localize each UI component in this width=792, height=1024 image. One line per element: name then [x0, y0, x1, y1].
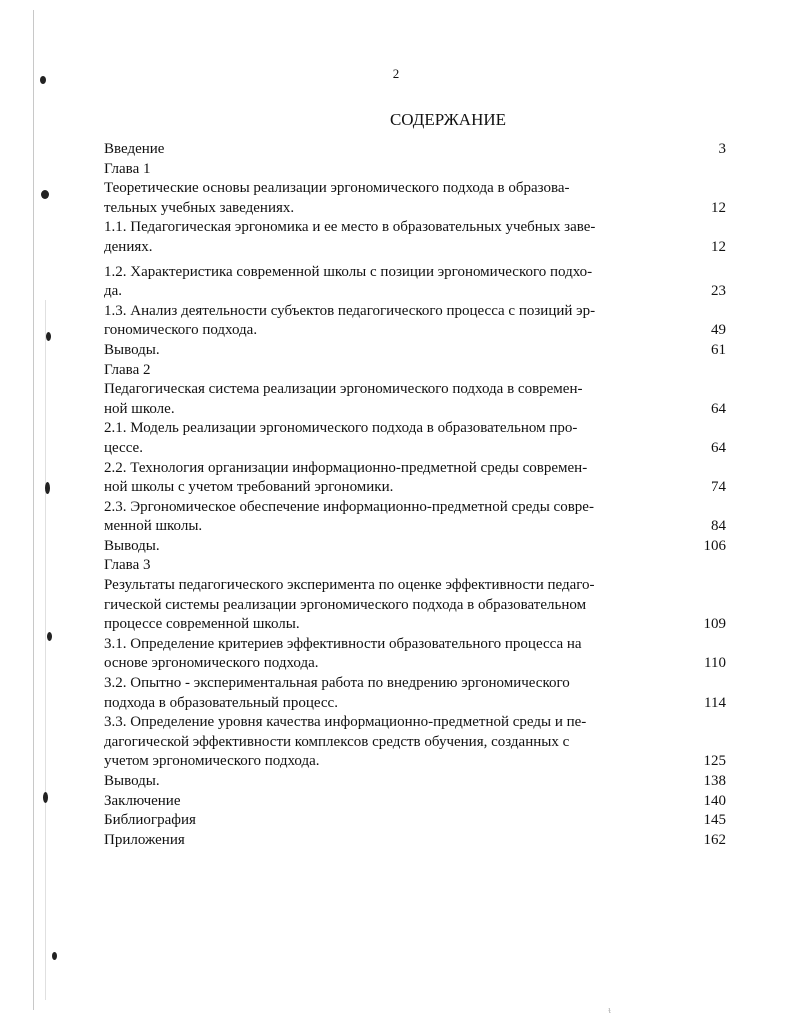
toc-entry-page: 12 [711, 199, 726, 216]
toc-entry-line: Библиография [104, 812, 196, 829]
toc-entry [104, 218, 726, 257]
toc-entry [104, 459, 726, 498]
toc-entry-title [104, 635, 726, 674]
toc-entry-line: Педагогическая система реализации эргономического подхода в современ- [104, 381, 583, 398]
toc-entry-line: да. [104, 283, 123, 300]
toc-entry [104, 341, 726, 361]
toc-entry-title [104, 160, 726, 180]
toc-entry-line: ной школы с учетом требований эргономики. [104, 479, 394, 496]
toc-entry-line: основе эргономического подхода. [104, 655, 319, 672]
toc-entry-page: 138 [703, 773, 726, 789]
toc-entry [104, 556, 726, 576]
toc-entry-title [104, 674, 726, 713]
toc-entry-line: дениях. [104, 238, 153, 255]
toc-entry-line: дагогической эффективности комплексов средств обучения, созданных с [104, 733, 570, 750]
toc-entry-page: 106 [703, 537, 726, 554]
toc-entry-page: 23 [711, 283, 726, 300]
toc-entry [104, 537, 726, 557]
toc-entry-title [104, 419, 726, 458]
toc-entry-line: Введение [104, 141, 165, 157]
toc-entry-line: 2.3. Эргономическое обеспечение информационно-предметной среды совре- [104, 498, 594, 515]
toc-entry [104, 635, 726, 674]
toc-entry-page: 64 [711, 400, 726, 417]
toc-entry-line: Приложения [104, 831, 185, 848]
toc-entry-line: учетом эргономического подхода. [104, 753, 320, 770]
toc-entry-title [104, 772, 726, 792]
toc-entry-page: 145 [703, 812, 726, 829]
toc-entry-title [104, 811, 726, 831]
page-title [0, 110, 792, 130]
toc-entry-title [104, 459, 726, 498]
toc-entry-line: 3.3. Определение уровня качества информационно-предметной среды и пе- [104, 714, 587, 731]
binding-line [33, 10, 34, 1010]
toc-entry [104, 792, 726, 812]
scan-speck [47, 632, 52, 641]
toc-entry [104, 576, 726, 635]
toc-entry-line: Глава 2 [104, 361, 151, 378]
toc-entry-line: Заключение [104, 792, 181, 809]
toc-entry-page: 3 [718, 141, 726, 157]
toc-entry [104, 831, 726, 851]
toc-entry [104, 772, 726, 792]
toc-entry-line: 1.1. Педагогическая эргономика и ее место в образовательных учебных заве- [104, 219, 596, 236]
table-of-contents [104, 140, 726, 850]
toc-entry-line: гической системы реализации эргономического подхода в образовательном [104, 596, 587, 613]
toc-entry-line: ной школе. [104, 400, 175, 417]
toc-entry [104, 179, 726, 218]
toc-entry-page: 64 [711, 439, 726, 456]
toc-entry-line: 2.1. Модель реализации эргономического подхода в образовательном про- [104, 420, 578, 437]
toc-entry [104, 302, 726, 341]
toc-entry-page: 125 [703, 753, 726, 770]
toc-entry-line: Выводы. [104, 341, 160, 358]
page-number: 2 [392, 66, 400, 81]
toc-entry-page: 61 [711, 341, 726, 358]
toc-entry-title [104, 831, 726, 851]
toc-entry-line: тельных учебных заведениях. [104, 199, 295, 216]
scan-speck [46, 332, 51, 341]
toc-entry-line: 1.3. Анализ деятельности субъектов педагогического процесса с позиций эр- [104, 302, 596, 319]
toc-entry [104, 811, 726, 831]
page-title-text: СОДЕРЖАНИЕ [389, 110, 507, 129]
toc-entry-page: 49 [711, 322, 726, 339]
toc-entry-title [104, 380, 726, 419]
toc-entry-page: 162 [703, 831, 726, 848]
scan-speck [52, 952, 57, 960]
toc-entry-line: процессе современной школы. [104, 616, 300, 633]
toc-entry-page: 114 [704, 694, 726, 711]
toc-entry-title [104, 263, 726, 302]
toc-entry-title [104, 179, 726, 218]
binding-line-faint [45, 300, 46, 1000]
toc-entry [104, 140, 726, 160]
toc-entry-line: 3.2. Опытно - экспериментальная работа по внедрению эргономического [104, 675, 570, 692]
toc-entry-line: Глава 3 [104, 557, 151, 574]
toc-entry-page: 74 [711, 479, 726, 496]
toc-entry-page: 12 [711, 238, 726, 255]
toc-entry [104, 160, 726, 180]
toc-entry-page: 84 [711, 518, 726, 535]
toc-entry-line: Выводы. [104, 773, 160, 789]
toc-entry [104, 498, 726, 537]
toc-entry-title [104, 302, 726, 341]
toc-entry-title [104, 498, 726, 537]
toc-entry-line: 2.2. Технология организации информационно-предметной среды современ- [104, 459, 588, 476]
toc-entry [104, 263, 726, 302]
toc-entry-title [104, 218, 726, 257]
toc-entry [104, 380, 726, 419]
scan-speck [43, 792, 48, 803]
toc-entry-line: цессе. [104, 439, 143, 456]
toc-entry-title [104, 792, 726, 812]
scan-mark: ᵼ [608, 1004, 611, 1016]
toc-entry [104, 713, 726, 772]
toc-entry-title [104, 140, 726, 160]
toc-entry-line: менной школы. [104, 518, 203, 535]
toc-entry-title [104, 361, 726, 381]
toc-entry-line: гономического подхода. [104, 322, 258, 339]
scan-speck [45, 482, 50, 494]
toc-entry-title [104, 556, 726, 576]
toc-entry [104, 674, 726, 713]
toc-entry [104, 361, 726, 381]
toc-entry-title [104, 537, 726, 557]
toc-entry-line: Глава 1 [104, 160, 151, 177]
toc-entry-page: 140 [703, 792, 726, 809]
toc-entry-line: подхода в образовательный процесс. [104, 694, 338, 711]
toc-entry-line: 3.1. Определение критериев эффективности образовательного процесса на [104, 635, 582, 652]
toc-entry-title [104, 713, 726, 772]
toc-entry-page: 109 [703, 616, 726, 633]
scan-speck [41, 190, 49, 199]
toc-entry-title [104, 341, 726, 361]
toc-entry [104, 419, 726, 458]
toc-entry-line: Теоретические основы реализации эргономического подхода в образова- [104, 180, 570, 197]
toc-entry-line: 1.2. Характеристика современной школы с позиции эргономического подхо- [104, 263, 593, 280]
toc-entry-title [104, 576, 726, 635]
toc-entry-line: Выводы. [104, 537, 160, 554]
toc-entry-page: 110 [704, 655, 726, 672]
toc-entry-line: Результаты педагогического эксперимента по оценке эффективности педаго- [104, 577, 595, 594]
